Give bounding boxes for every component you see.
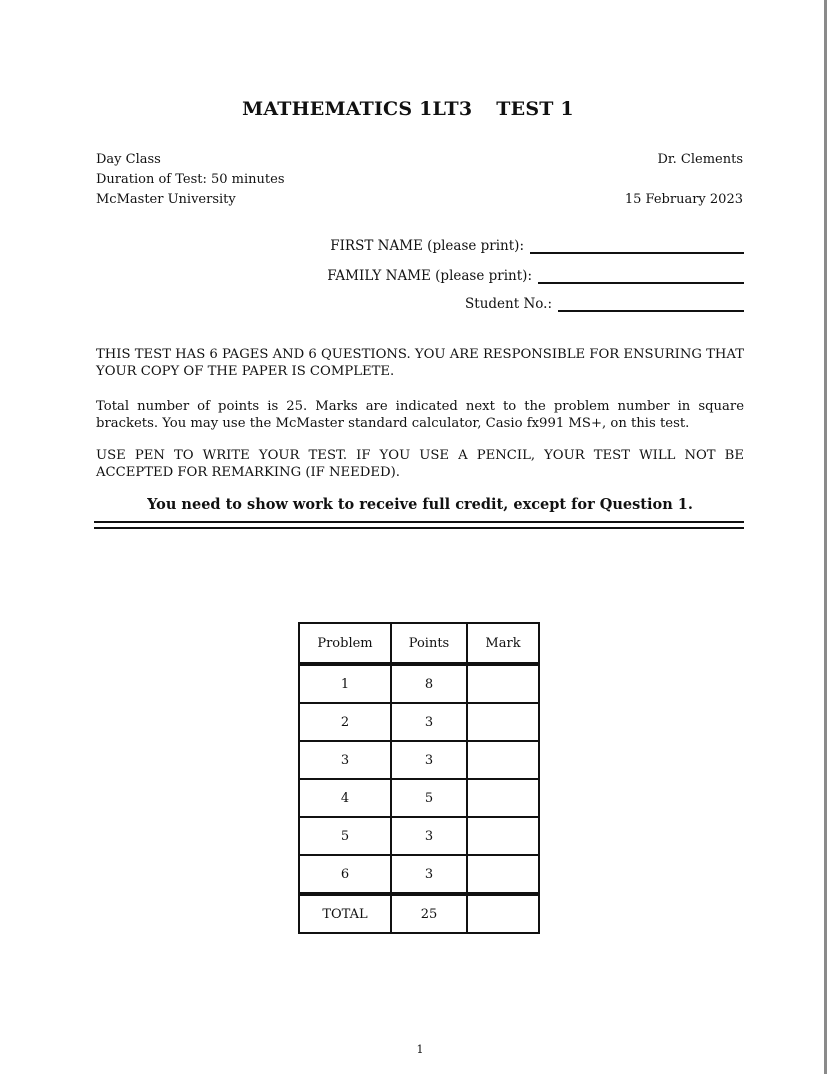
table-row — [299, 741, 539, 779]
table-row — [299, 703, 539, 741]
points-cell: 3 — [391, 855, 467, 894]
problem-cell: 3 — [299, 741, 391, 779]
points-notice: Total number of points is 25. Marks are indicated next to the problem number in square brackets. You may use the McMaster standard calculator, Casio fx991 MS+, on this test. — [96, 399, 744, 431]
double-rule-top — [94, 521, 744, 523]
family-name-label: FAMILY NAME (please print): — [327, 268, 532, 284]
page-edge-divider — [824, 0, 827, 1074]
student-number-blank-line[interactable] — [558, 296, 744, 312]
pen-notice: USE PEN TO WRITE YOUR TEST. IF YOU USE A PENCIL, YOUR TEST WILL NOT BE ACCEPTED FOR REMARKING (IF NEEDED). — [96, 448, 744, 480]
first-name-label: FIRST NAME (please print): — [330, 238, 524, 254]
total-label-cell: TOTAL — [299, 894, 391, 933]
total-row — [299, 894, 539, 933]
test-title: TEST 1 — [496, 98, 574, 120]
test-duration: Duration of Test: 50 minutes — [96, 172, 285, 187]
university-name: McMaster University — [96, 192, 236, 207]
work-notice: You need to show work to receive full credit, except for Question 1. — [147, 496, 693, 513]
problem-cell: 4 — [299, 779, 391, 817]
points-cell: 3 — [391, 817, 467, 855]
header-points: Points — [391, 623, 467, 664]
table-row — [299, 779, 539, 817]
first-name-field[interactable] — [330, 238, 744, 254]
test-info-left — [96, 150, 285, 210]
class-type: Day Class — [96, 152, 161, 167]
points-cell: 3 — [391, 741, 467, 779]
pages-notice: THIS TEST HAS 6 PAGES AND 6 QUESTIONS. YOU ARE RESPONSIBLE FOR ENSURING THAT YOUR COPY OF THE PAPER IS COMPLETE. — [96, 347, 744, 379]
course-title: MATHEMATICS 1LT3 — [242, 98, 473, 120]
table-row — [299, 664, 539, 703]
score-table-header-row — [299, 623, 539, 664]
table-row — [299, 855, 539, 894]
mark-cell[interactable] — [467, 779, 539, 817]
score-table — [298, 622, 540, 934]
first-name-blank-line[interactable] — [530, 238, 744, 254]
student-number-label: Student No.: — [465, 296, 552, 312]
student-number-field[interactable] — [465, 296, 744, 312]
family-name-field[interactable] — [327, 268, 744, 284]
instructor-name: Dr. Clements — [657, 152, 743, 167]
problem-cell: 2 — [299, 703, 391, 741]
header-problem: Problem — [299, 623, 391, 664]
table-row — [299, 817, 539, 855]
total-points-cell: 25 — [391, 894, 467, 933]
problem-cell: 5 — [299, 817, 391, 855]
double-rule-bottom — [94, 527, 744, 529]
mark-cell[interactable] — [467, 703, 539, 741]
page-title — [0, 98, 816, 120]
mark-cell[interactable] — [467, 855, 539, 894]
test-date: 15 February 2023 — [624, 192, 743, 207]
mark-cell[interactable] — [467, 741, 539, 779]
points-cell: 3 — [391, 703, 467, 741]
problem-cell: 6 — [299, 855, 391, 894]
points-cell: 8 — [391, 664, 467, 703]
header-mark: Mark — [467, 623, 539, 664]
problem-cell: 1 — [299, 664, 391, 703]
page-number: 1 — [416, 1043, 424, 1056]
mark-cell[interactable] — [467, 664, 539, 703]
total-mark-cell[interactable] — [467, 894, 539, 933]
mark-cell[interactable] — [467, 817, 539, 855]
points-cell: 5 — [391, 779, 467, 817]
family-name-blank-line[interactable] — [538, 268, 744, 284]
